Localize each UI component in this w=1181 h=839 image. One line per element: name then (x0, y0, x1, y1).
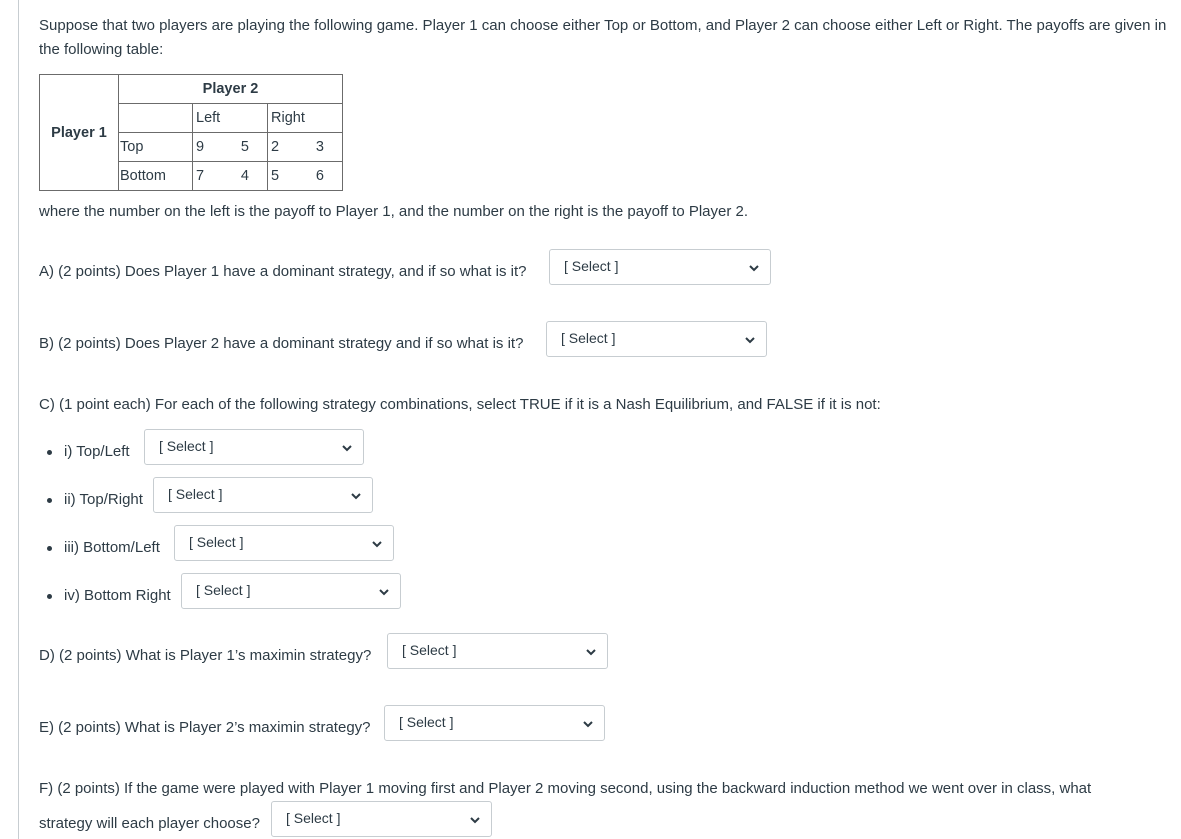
bullet (47, 546, 52, 551)
payoff-cell (268, 133, 343, 162)
question-c-item-1-select[interactable] (144, 429, 364, 465)
blank-cell (119, 104, 193, 133)
payoff-p1: 7 (196, 168, 205, 184)
question-c-item-3-select[interactable] (174, 525, 394, 561)
question-c-item-2: ii) Top/Right (64, 491, 143, 508)
select-value: [ Select ] (564, 258, 619, 274)
payoff-table (39, 74, 343, 191)
row-label-top: Top (119, 133, 193, 162)
chevron-down-icon (378, 586, 390, 598)
question-e-select[interactable] (384, 705, 605, 741)
question-d: D) (2 points) What is Player 1’s maximin strategy? (39, 647, 372, 664)
question-a: A) (2 points) Does Player 1 have a dominant strategy, and if so what is it? (39, 263, 527, 280)
select-value: [ Select ] (286, 810, 341, 826)
select-value: [ Select ] (399, 714, 454, 730)
select-value: [ Select ] (189, 534, 244, 550)
chevron-down-icon (744, 334, 756, 346)
select-value: [ Select ] (168, 486, 223, 502)
question-a-select[interactable] (549, 249, 771, 285)
chevron-down-icon (748, 262, 760, 274)
col-left-header: Left (193, 104, 268, 133)
left-border (18, 0, 19, 839)
chevron-down-icon (585, 646, 597, 658)
select-value: [ Select ] (402, 642, 457, 658)
chevron-down-icon (371, 538, 383, 550)
question-c: C) (1 point each) For each of the following strategy combinations, select TRUE if it is a Nash Equilibrium, and FALSE if it is not: (39, 396, 881, 413)
bullet (47, 450, 52, 455)
select-value: [ Select ] (159, 438, 214, 454)
payoff-p2: 4 (240, 168, 249, 184)
payoff-cell (268, 162, 343, 191)
question-c-item-4: iv) Bottom Right (64, 587, 171, 604)
row-label-bottom: Bottom (119, 162, 193, 191)
select-value: [ Select ] (561, 330, 616, 346)
question-d-select[interactable] (387, 633, 608, 669)
bullet (47, 594, 52, 599)
chevron-down-icon (582, 718, 594, 730)
payoff-p2: 3 (315, 139, 324, 155)
question-e: E) (2 points) What is Player 2’s maximin strategy? (39, 719, 371, 736)
payoff-explanation: where the number on the left is the payoff to Player 1, and the number on the right is the payoff to Player 2. (39, 203, 749, 220)
payoff-p1: 9 (196, 139, 205, 155)
player2-header: Player 2 (119, 75, 343, 104)
payoff-p2: 6 (315, 168, 324, 184)
quiz-question (39, 14, 1174, 220)
question-c-item-2-select[interactable] (153, 477, 373, 513)
question-c-item-1: i) Top/Left (64, 443, 130, 460)
question-b-select[interactable] (546, 321, 767, 357)
question-c-item-4-select[interactable] (181, 573, 401, 609)
chevron-down-icon (341, 442, 353, 454)
payoff-cell (193, 133, 268, 162)
intro-text: Suppose that two players are playing the following game. Player 1 can choose either Top or Bottom, and Player 2 can choose either Left or Right. The payoffs are given in the following table: (39, 17, 1167, 58)
player1-header: Player 1 (40, 75, 119, 191)
question-f-line1: F) (2 points) If the game were played with Player 1 moving first and Player 2 moving second, using the backward induction method we went over in class, what (39, 780, 1092, 797)
payoff-p2: 5 (240, 139, 249, 155)
question-c-item-3: iii) Bottom/Left (64, 539, 160, 556)
chevron-down-icon (469, 814, 481, 826)
payoff-cell (193, 162, 268, 191)
question-f-line2: strategy will each player choose? (39, 815, 260, 832)
question-f-select[interactable] (271, 801, 492, 837)
payoff-p1: 2 (271, 139, 280, 155)
select-value: [ Select ] (196, 582, 251, 598)
question-b: B) (2 points) Does Player 2 have a dominant strategy and if so what is it? (39, 335, 524, 352)
col-right-header: Right (268, 104, 343, 133)
bullet (47, 498, 52, 503)
payoff-p1: 5 (271, 168, 280, 184)
chevron-down-icon (350, 490, 362, 502)
